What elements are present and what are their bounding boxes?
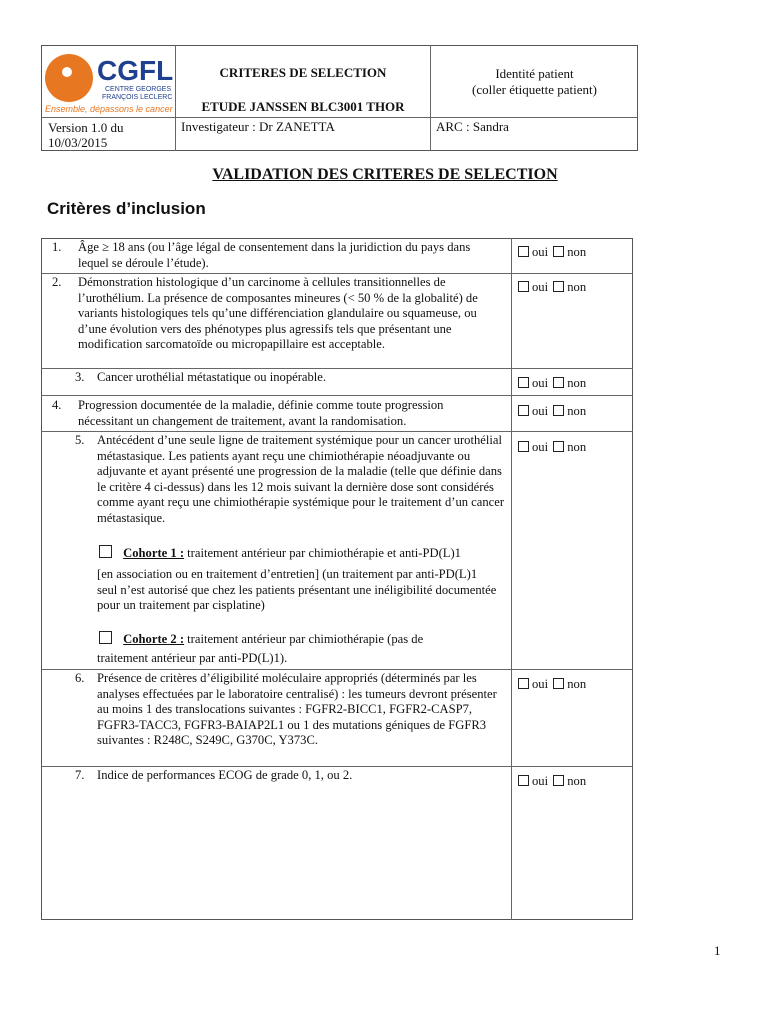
criterion-number: 1. <box>52 240 62 254</box>
non-label: non <box>567 677 587 691</box>
cohort-2-details: traitement antérieur par anti-PD(L)1). <box>97 651 288 665</box>
criterion-row <box>41 369 511 395</box>
cgfl-logo <box>43 46 176 118</box>
criterion-row <box>41 767 511 919</box>
inclusion-title: Critères d’inclusion <box>47 199 206 218</box>
oui-non-choice[interactable] <box>518 245 586 260</box>
patient-id-label: Identité patient <box>495 66 574 81</box>
oui-label: oui <box>532 245 549 259</box>
oui-label: oui <box>532 280 549 294</box>
version-text: Version 1.0 du 10/03/2015 <box>48 120 124 150</box>
criterion-text: Indice de performances ECOG de grade 0, 1, ou 2. <box>97 768 353 782</box>
non-checkbox[interactable] <box>553 441 564 452</box>
criteria-col-divider <box>511 238 512 920</box>
oui-label: oui <box>532 440 549 454</box>
cohort-2-checkbox[interactable] <box>99 631 112 644</box>
non-checkbox[interactable] <box>553 405 564 416</box>
criterion-text: Démonstration histologique d’un carcinome à cellules transitionnelles de l’urothélium. La présence de composantes mineures (< 50 % de la globalité) de variants histologiques tels qu’une différenciation glandulaire ou squameuse, ou d’une évolution vers des phénotypes plus agressifs tels que présentant une modification sarcomatoïde ou micropapillaire est acceptable. <box>78 275 478 351</box>
logo-text: CGFL <box>97 55 174 86</box>
header-divider-v2 <box>430 45 431 151</box>
criterion-number: 2. <box>52 275 62 289</box>
logo-tagline: Ensemble, dépassons le cancer <box>45 104 173 114</box>
criterion-text: Progression documentée de la maladie, définie comme toute progression nécessitant un changement de traitement, avant la randomisation. <box>78 398 444 428</box>
cohort-1-details: [en association ou en traitement d’entretien] (un traitement par anti-PD(L)1 seul n’est autorisé que chez les patients présentant une inéligibilité documentée pour un traitement par cisplatine) <box>97 567 497 612</box>
criterion-row <box>41 239 511 273</box>
oui-non-choice[interactable] <box>518 376 586 391</box>
oui-checkbox[interactable] <box>518 678 529 689</box>
criterion-text: Âge ≥ 18 ans (ou l’âge légal de consentement dans la juridiction du pays dans lequel se déroule l’étude). <box>78 240 471 270</box>
criterion-row <box>41 670 511 766</box>
criterion-number: 5. <box>75 433 85 447</box>
cohort-1-checkbox[interactable] <box>99 545 112 558</box>
criterion-text: Antécédent d’une seule ligne de traitement systémique pour un cancer urothélial métastasique. Les patients ayant reçu une chimiothérapie néoadjuvante ou adjuvante et ayant présenté une progression de la maladie (telle que définie dans le critère 4 ci-dessus) dans les 12 mois suivant la dernière dose sont considérés comme ayant reçu une chimiothérapie systémique pour le traitement d’un cancer métastasique. <box>97 433 505 525</box>
criterion-number: 6. <box>75 671 85 685</box>
oui-label: oui <box>532 774 549 788</box>
cohort-1-text: traitement antérieur par chimiothérapie et anti-PD(L)1 <box>184 546 461 560</box>
non-checkbox[interactable] <box>553 246 564 257</box>
oui-label: oui <box>532 677 549 691</box>
oui-checkbox[interactable] <box>518 441 529 452</box>
oui-non-choice[interactable] <box>518 404 586 419</box>
non-label: non <box>567 280 587 294</box>
study-name: ETUDE JANSSEN BLC3001 THOR <box>201 99 405 114</box>
non-label: non <box>567 376 587 390</box>
criterion-number: 7. <box>75 768 85 782</box>
cohort-2 <box>99 631 509 648</box>
oui-non-choice[interactable] <box>518 774 586 789</box>
cohort-1-label: Cohorte 1 : <box>123 546 185 560</box>
criterion-row <box>41 432 511 669</box>
oui-checkbox[interactable] <box>518 405 529 416</box>
logo-sub1: CENTRE GEORGES <box>105 86 172 93</box>
criterion-number: 4. <box>52 398 62 412</box>
oui-non-choice[interactable] <box>518 440 586 455</box>
non-label: non <box>567 774 587 788</box>
non-checkbox[interactable] <box>553 775 564 786</box>
criterion-row <box>41 274 511 368</box>
oui-checkbox[interactable] <box>518 246 529 257</box>
investigator: Investigateur : Dr ZANETTA <box>181 119 335 134</box>
criterion-text: Présence de critères d’éligibilité moléculaire appropriés (déterminés par les analyses effectuées par le laboratoire centralisé) : les tumeurs devront présenter au moins 1 des translocations suivantes : FGFR2-BICC1, FGFR2-CASP7, FGFR3-TACC3, FGFR3-BAIAP2L1 ou 1 des mutations géniques de FGFR3 suivantes : R248C, S249C, G370C, Y373C. <box>97 671 497 747</box>
criterion-row <box>41 396 511 431</box>
cohort-2-text: traitement antérieur par chimiothérapie (pas de <box>184 632 424 646</box>
non-checkbox[interactable] <box>553 678 564 689</box>
validation-title: VALIDATION DES CRITERES DE SELECTION <box>212 166 558 183</box>
selection-title: CRITERES DE SELECTION <box>219 65 387 80</box>
non-label: non <box>567 440 587 454</box>
oui-label: oui <box>532 376 549 390</box>
non-label: non <box>567 245 587 259</box>
cohort-2-label: Cohorte 2 : <box>123 632 185 646</box>
oui-checkbox[interactable] <box>518 377 529 388</box>
non-label: non <box>567 404 587 418</box>
arc-name: ARC : Sandra <box>436 119 509 134</box>
cohort-1 <box>99 545 509 562</box>
page-number: 1 <box>714 943 721 958</box>
oui-checkbox[interactable] <box>518 281 529 292</box>
logo-sub2: FRANÇOIS LECLERC <box>102 94 173 101</box>
oui-non-choice[interactable] <box>518 677 586 692</box>
patient-id-hint: (coller étiquette patient) <box>472 82 597 97</box>
non-checkbox[interactable] <box>553 377 564 388</box>
criterion-number: 3. <box>75 370 85 384</box>
oui-label: oui <box>532 404 549 418</box>
oui-non-choice[interactable] <box>518 280 586 295</box>
oui-checkbox[interactable] <box>518 775 529 786</box>
non-checkbox[interactable] <box>553 281 564 292</box>
criterion-text: Cancer urothélial métastatique ou inopérable. <box>97 370 327 384</box>
